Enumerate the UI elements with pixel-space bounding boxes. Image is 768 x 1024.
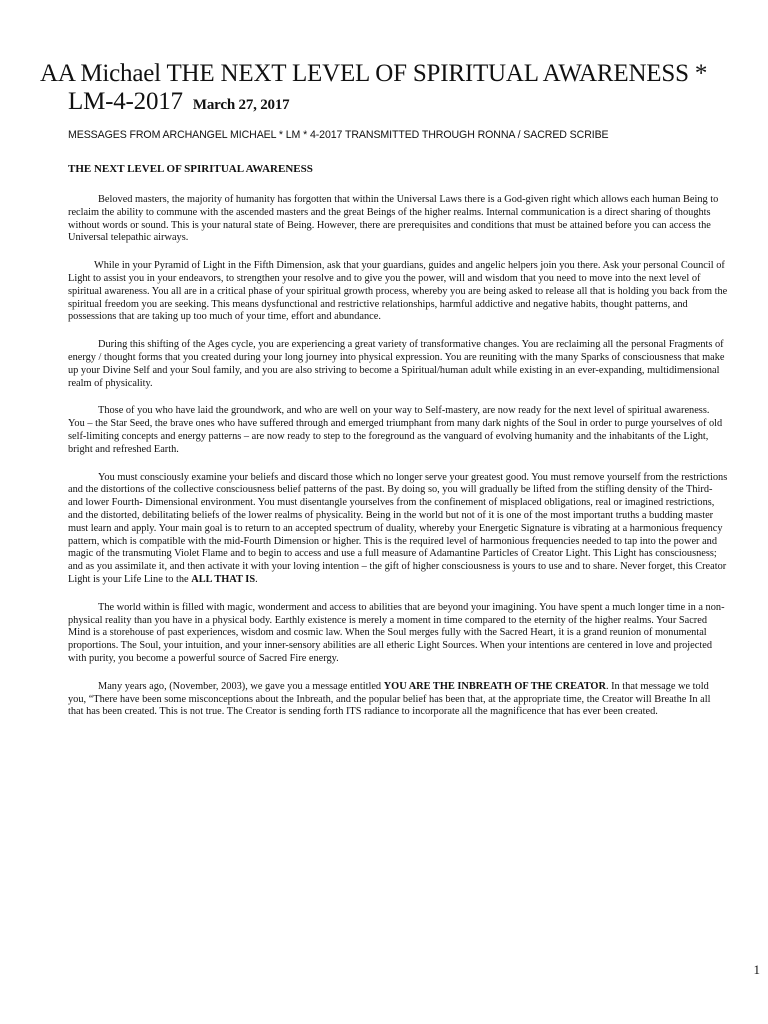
paragraph-7-end: . In that message we told you, “There have been some misconceptions about the Inbreath, and the popular belief has been that, at the appropriate time, the Creator will Breathe In all that has been created. This is not true. The Creator is sending forth ITS radiance to incorporate all the magnificence that has ever been created. [68, 680, 711, 718]
paragraph-5-end: . [255, 573, 258, 585]
page-number: 1 [753, 962, 760, 977]
title-text: AA Michael THE NEXT LEVEL OF SPIRITUAL AWARENESS * LM-4-2017 [40, 60, 708, 115]
paragraph-7 [68, 681, 728, 719]
document-body [68, 194, 728, 734]
document-date: March 27, 2017 [192, 97, 290, 113]
paragraph-5-text: You must consciously examine your beliefs and discard those which no longer serve your greatest good. You must remove yourself from the restrictions and the distortions of the collective consciousness belief patterns of the past. By doing so, you will gradually be lifted from the stifling density of the Third- and lower Fourth- Dimensional environment. You must disentangle yourselves from the confinement of misplaced obligations, real or imagined restrictions, and the distorted, debilitating beliefs of the lower realms of physicality. Being in the world but not of it is one of the most important truths a budding master must learn and apply. Your main goal is to return to an accepted spectrum of duality, whereby your Energetic Signature is vibrating at a harmonious frequency pattern, which is compatible with the mid-Fourth Dimension or higher. This is the required level of harmonious frequencies needed to tap into the power and magic of the transmuting Violet Flame and to begin to access and use a full measure of Adamantine Particles of Creator Light. This Light has consciousness; and as you assimilate it, and then activate it with your loving intention – the gift of higher consciousness is yours to use and to share. Never forget, this Creator Light is your Life Line to the [68, 471, 728, 585]
paragraph-4: Those of you who have laid the groundwork, and who are well on your way to Self-mastery, are now ready for the next level of spiritual awareness. You – the Star Seed, the brave ones who have suffered through and emerged triumphant from many dark nights of the Soul in order to purge yourselves of old self-limiting concepts and energy patterns – are now ready to step to the foreground as the vanguard of evolving humanity and the inhabitants of the Light, bright and refreshed Earth. [68, 405, 723, 455]
paragraph-7-emphasis: YOU ARE THE INBREATH OF THE CREATOR [383, 680, 606, 692]
paragraph-7-start: Many years ago, (November, 2003), we gave you a message entitled [98, 680, 382, 692]
section-heading: THE NEXT LEVEL OF SPIRITUAL AWARENESS [68, 163, 313, 175]
document-subtitle: MESSAGES FROM ARCHANGEL MICHAEL * LM * 4-2017 TRANSMITTED THROUGH RONNA / SACRED SCRIBE [68, 129, 609, 141]
paragraph-2: While in your Pyramid of Light in the Fifth Dimension, ask that your guardians, guides and angelic helpers join you there. Ask your personal Council of Light to assist you in your endeavors, to strengthen your resolve and to give you the power, will and wisdom that you need to move into the next level of spiritual awareness. You all are in a critical phase of your spiritual growth process, whereby you are being asked to release all that is holding you back from the spiritual freedom you are seeking. This means dysfunctional and restrictive relationships, harmful addictive and negative habits, thought patterns, and possessions that are taking up too much of your time, effort and abundance. [68, 260, 728, 323]
paragraph-5 [68, 472, 728, 587]
paragraph-1: Beloved masters, the majority of humanity has forgotten that within the Universal Laws there is a God-given right which allows each human Being to reclaim the ability to commune with the ascended masters and the great Beings of the higher realms. Internal communication is a direct sharing of thoughts without words or sound. This is your natural state of Being. However, there are prerequisites and conditions that must be attained before you can access the Universal telepathic airways. [68, 194, 719, 244]
paragraph-6: The world within is filled with magic, wonderment and access to abilities that are beyond your imagining. You have spent a much longer time in a non-physical reality than you have in a physical body. Earthly existence is merely a moment in time compared to the eternity of the higher realms. Your Sacred Mind is a storehouse of past experiences, wisdom and cosmic law. When the Soul merges fully with the Sacred Heart, it is a grand reunion of monumental proportions. The Soul, your intuition, and your inner-sensory abilities are all etheric Light Sources. When your intentions are centered in love and projected with purity, you become a powerful source of Sacred Fire energy. [68, 601, 725, 664]
paragraph-5-emphasis: ALL THAT IS [191, 573, 256, 585]
document-title [40, 60, 730, 119]
paragraph-3: During this shifting of the Ages cycle, you are experiencing a great variety of transformative changes. You are reclaiming all the personal Fragments of energy / thought forms that you created during your long journey into physical expression. You are reuniting with the many Sparks of consciousness that make up your Divine Self and your Soul family, and you are also striving to become a Spiritual/human adult while existing in an ever-expanding, multidimensional realm of physicality. [68, 339, 725, 389]
